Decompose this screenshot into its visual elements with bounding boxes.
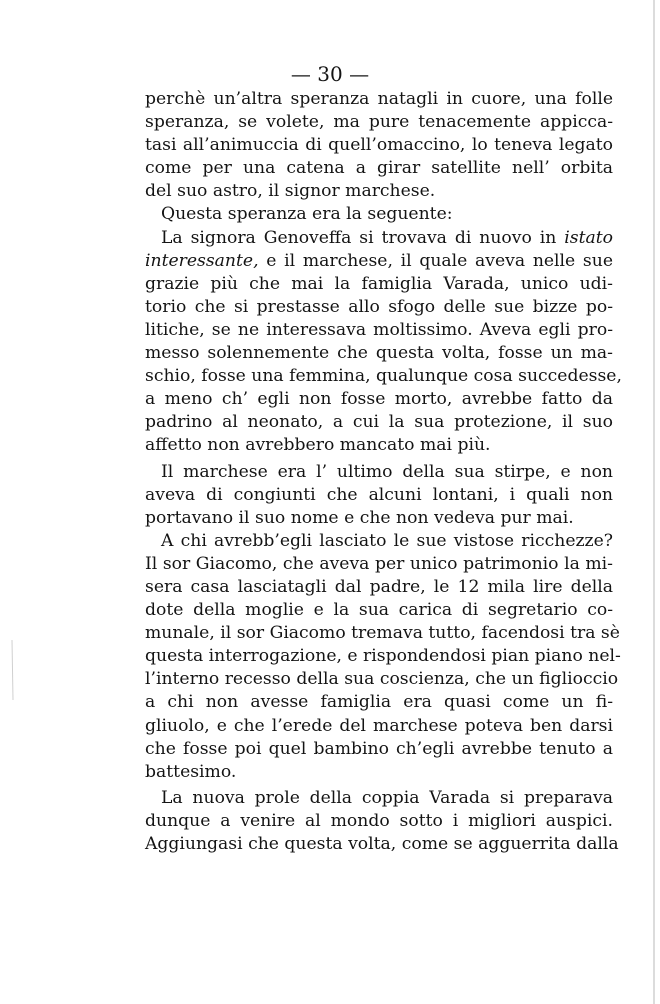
text-line: perchè un’altra speranza natagli in cuore, una folle — [145, 89, 613, 109]
text-line: litiche, se ne interessava moltissimo. Aveva egli pro- — [145, 319, 613, 340]
italic-run: istato — [564, 227, 613, 248]
text-line: come per una catena a girar satellite nell’ orbita — [145, 158, 613, 179]
text-run: La signora Genoveffa si trovava di nuovo in — [161, 227, 565, 248]
body-text — [145, 88, 622, 856]
text-line: schio, fosse una femmina, qualunque cosa succedesse, — [145, 366, 622, 387]
text-line: aveva di congiunti che alcuni lontani, i quali non — [145, 484, 613, 505]
text-line: a meno ch’ egli non fosse morto, avrebbe fatto da — [145, 389, 613, 410]
text-line: munale, il sor Giacomo tremava tutto, facendosi tra sè — [145, 623, 620, 644]
text-line: sera casa lasciatagli dal padre, le 12 mila lire della — [145, 576, 613, 597]
text-line: del suo astro, il signor marchese. — [145, 181, 436, 202]
text-line: tasi all’animuccia di quell’omaccino, lo teneva legato — [145, 135, 613, 156]
text-line: a chi non avesse famiglia era quasi come un fi- — [145, 692, 613, 713]
page-number: — 30 — — [290, 62, 370, 86]
italic-run: interessante, — [145, 250, 259, 271]
text-line: affetto non avrebbero mancato mai più. — [145, 435, 491, 456]
text-line: questa interrogazione, e rispondendosi pian piano nel- — [145, 646, 621, 667]
text-line: dote della moglie e la sua carica di segretario co- — [145, 600, 613, 621]
text-line: l’interno recesso della sua coscienza, che un figlioccio — [145, 669, 619, 690]
text-line — [145, 227, 613, 250]
text-line: portavano il suo nome e che non vedeva pur mai. — [145, 507, 574, 528]
text-run: e il marchese, il quale aveva nelle sue — [258, 250, 613, 271]
text-line: Aggiungasi che questa volta, come se agguerrita dalla — [145, 834, 619, 854]
text-line — [145, 250, 613, 273]
text-line: che fosse poi quel bambino ch’egli avrebbe tenuto a — [145, 738, 613, 759]
text-line: A chi avrebb’egli lasciato le sue vistose ricchezze? — [161, 530, 613, 551]
text-line: dunque a venire al mondo sotto i migliori auspici. — [145, 810, 613, 831]
text-line: Il sor Giacomo, che aveva per unico patrimonio la mi- — [145, 553, 613, 574]
text-line: gliuolo, e che l’erede del marchese poteva ben darsi — [145, 715, 613, 736]
text-line: torio che si prestasse allo sfogo delle sue bizze po- — [145, 296, 613, 317]
text-line: messo solennemente che questa volta, fosse un ma- — [145, 343, 613, 364]
text-line: padrino al neonato, a cui la sua protezione, il suo — [145, 412, 613, 433]
text-line: battesimo. — [145, 761, 237, 782]
text-line: grazie più che mai la famiglia Varada, unico udi- — [145, 273, 613, 294]
left-margin-tick — [12, 640, 13, 700]
text-line: speranza, se volete, ma pure tenacemente appicca- — [145, 112, 613, 133]
text-line: Questa speranza era la seguente: — [161, 204, 453, 225]
text-line: La nuova prole della coppia Varada si preparava — [161, 787, 613, 808]
text-line: Il marchese era l’ ultimo della sua stirpe, e non — [161, 461, 613, 482]
